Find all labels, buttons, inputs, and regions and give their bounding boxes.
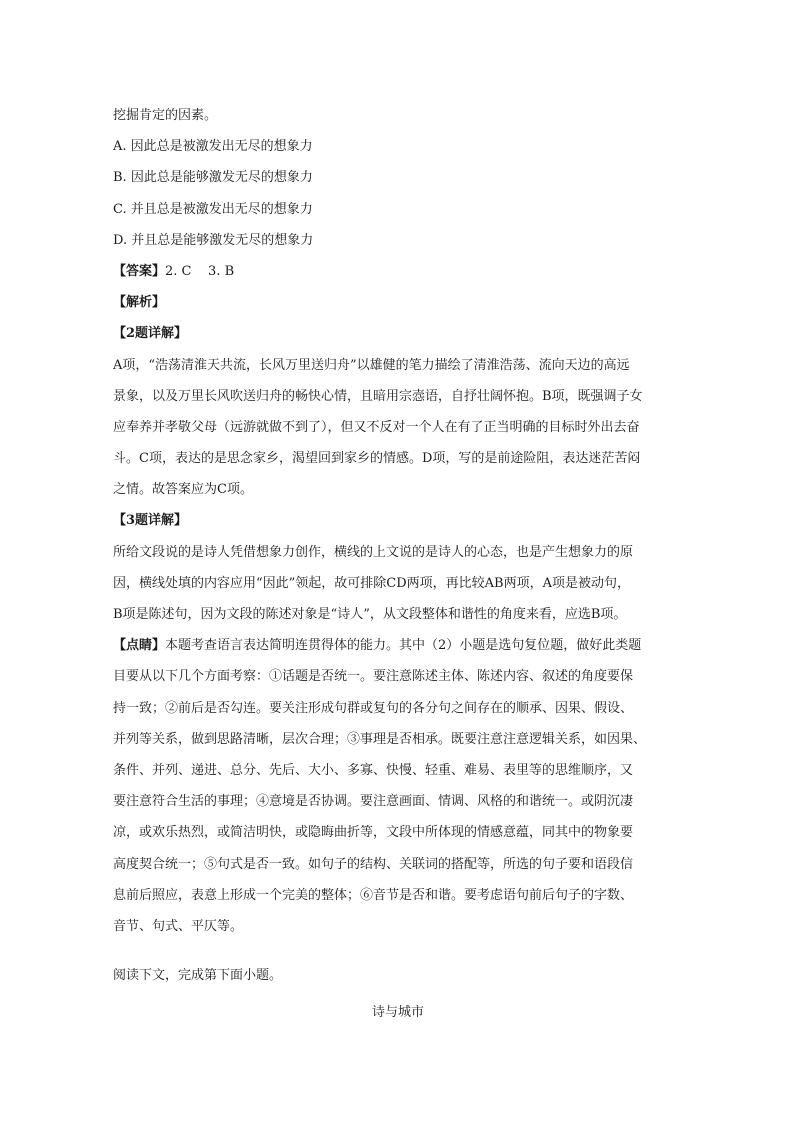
tip-line: 音节、句式、平仄等。 [113,918,244,934]
option-a: A. 因此总是被激发出无尽的想象力 [113,139,313,155]
tip-line: 目要从以下几个方面考察：①话题是否统一。要注意陈述主体、陈述内容、叙述的角度要保 [113,669,634,685]
q2-line: 之情。故答案应为C项。 [113,482,253,498]
q2-line: A项，“浩荡清淮天共流，长风万里送归舟”以雄健的笔力描绘了清淮浩荡、流向天边的高远 [113,357,630,373]
answer-text: 2. C 3. B [165,263,235,279]
answer-label: 【答案】 [113,263,166,279]
answer-line [113,256,683,287]
intro-tail: 挖掘肯定的因素。 [113,108,218,123]
tip-line: 息前后照应，表意上形成一个完美的整体；⑥音节是否和谐。要考虑语句前后句子的字数、 [113,887,634,903]
q2-line: 斗。C项，表达的是思念家乡，渴望回到家乡的情感。D项，写的是前途险阻，表达迷茫苦闷 [113,451,641,467]
q3-line: 因，横线处填的内容应用“因此”领起，故可排除CD两项，再比较AB两项，A项是被动句， [113,575,630,591]
q3-line: 所给文段说的是诗人凭借想象力创作，横线的上文说的是诗人的心态，也是产生想象力的原 [113,544,634,560]
tip-line: 持一致；②前后是否勾连。要关注形成句群或复句的各分句之间存在的顺承、因果、假设、 [113,700,634,716]
tip-first-text: 本题考查语言表达简明连贯得体的能力。其中（2）小题是选句复位题，做好此类题 [165,638,642,654]
tip-line: 条件、并列、递进、总分、先后、大小、多寡、快慢、轻重、难易、表里等的思维顺序，又 [113,762,634,778]
option-c: C. 并且总是被激发出无尽的想象力 [113,201,313,217]
tip-line: 高度契合统一；⑤句式是否一致。如句子的结构、关联词的搭配等，所选的句子要和语段信 [113,856,634,872]
reading-instruction: 阅读下文，完成第下面小题。 [113,968,283,984]
option-b: B. 因此总是能够激发无尽的想象力 [113,170,313,186]
tip-label: 【点睛】 [113,638,166,654]
section-spacer [113,942,683,960]
q2-line: 应奉养并孝敬父母（远游就做不到了），但又不反对一个人在有了正当明确的目标时外出去奋 [113,419,640,435]
q2-line: 景象，以及万里长风吹送归舟的畅快心情，且暗用宗悫语，自抒壮阔怀抱。B项，既强调子女 [113,388,643,404]
q3-label: 【3题详解】 [113,513,188,529]
q3-line: B项是陈述句，因为文段的陈述对象是“诗人”，从文段整体和谐性的角度来看，应选B项。 [113,607,627,622]
tip-line: 凉，或欢乐热烈，或简洁明快，或隐晦曲折等，文段中所体现的情感意蕴，同其中的物象要 [113,825,634,841]
tip-first-line [113,630,683,661]
passage-title: 诗与城市 [371,1005,424,1021]
q2-label: 【2题详解】 [113,326,188,342]
tip-line: 要注意符合生活的事理；④意境是否协调。要注意画面、情调、风格的和谐统一。或阴沉凄 [113,794,634,810]
analysis-label: 【解析】 [113,295,166,311]
option-d: D. 并且总是能够激发无尽的想象力 [113,232,314,248]
document-page [113,100,683,1028]
tip-line: 并列等关系，做到思路清晰，层次合理；③事理是否相承。既要注意注意逻辑关系，如因果、 [113,731,647,747]
